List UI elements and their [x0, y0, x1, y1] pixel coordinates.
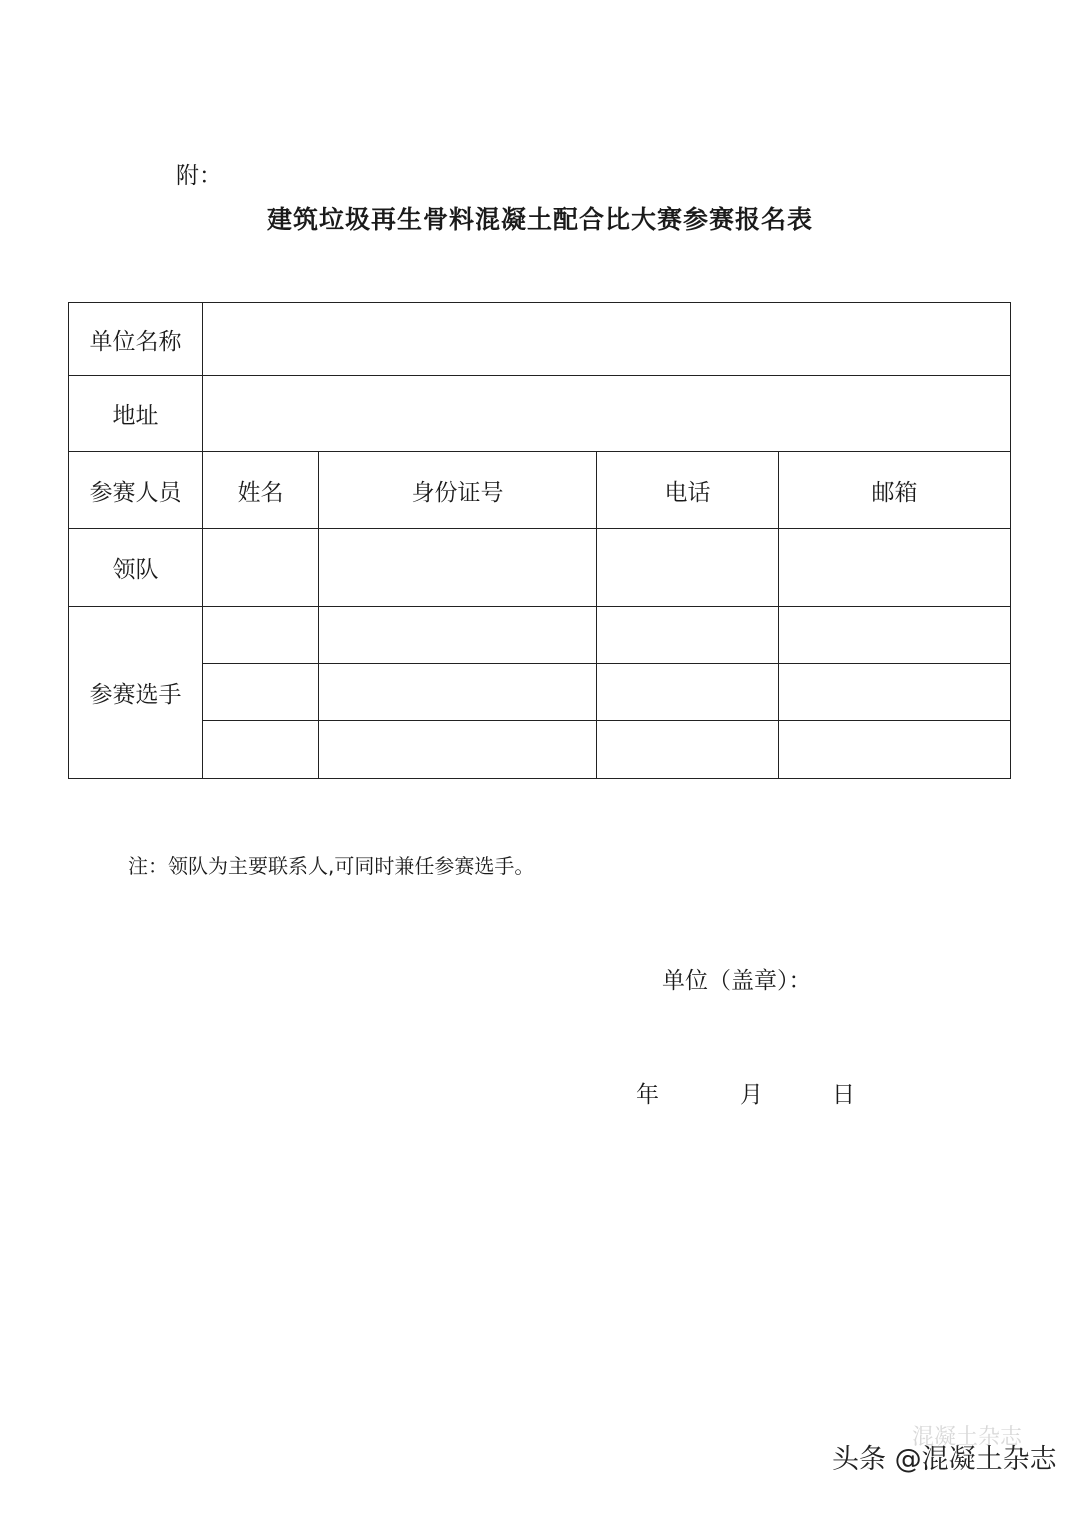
form-title: 建筑垃圾再生骨料混凝土配合比大赛参赛报名表	[266, 205, 813, 234]
address-label: 地址	[69, 376, 203, 452]
player-phone-field[interactable]	[597, 664, 779, 721]
leader-label: 领队	[69, 529, 203, 607]
col-id-header: 身份证号	[319, 452, 597, 529]
leader-row	[69, 529, 1011, 607]
player-id-field[interactable]	[319, 607, 597, 664]
player-name-field[interactable]	[203, 721, 319, 779]
col-email-header: 邮箱	[779, 452, 1011, 529]
player-email-field[interactable]	[779, 607, 1011, 664]
seal-label: 单位（盖章）：	[662, 968, 812, 994]
unit-name-field[interactable]	[203, 303, 1011, 376]
leader-id-field[interactable]	[319, 529, 597, 607]
date-day-label: 日	[832, 1082, 855, 1108]
player-name-field[interactable]	[203, 607, 319, 664]
player-id-field[interactable]	[319, 664, 597, 721]
player-name-field[interactable]	[203, 664, 319, 721]
watermark-main: 头条 @混凝土杂志	[832, 1444, 1057, 1475]
player-email-field[interactable]	[779, 664, 1011, 721]
col-name-header: 姓名	[203, 452, 319, 529]
leader-name-field[interactable]	[203, 529, 319, 607]
address-field[interactable]	[203, 376, 1011, 452]
player-phone-field[interactable]	[597, 607, 779, 664]
player-id-field[interactable]	[319, 721, 597, 779]
players-label: 参赛选手	[69, 607, 203, 779]
address-row	[69, 376, 1011, 452]
unit-name-row	[69, 303, 1011, 376]
col-phone-header: 电话	[597, 452, 779, 529]
header-row	[69, 452, 1011, 529]
participants-label: 参赛人员	[69, 452, 203, 529]
player-email-field[interactable]	[779, 721, 1011, 779]
leader-email-field[interactable]	[779, 529, 1011, 607]
player-row	[69, 721, 1011, 779]
player-row	[69, 664, 1011, 721]
player-row	[69, 607, 1011, 664]
leader-phone-field[interactable]	[597, 529, 779, 607]
attachment-label: 附：	[176, 163, 222, 189]
unit-name-label: 单位名称	[69, 303, 203, 376]
date-month-label: 月	[740, 1082, 763, 1108]
note-text: 注：领队为主要联系人,可同时兼任参赛选手。	[128, 854, 535, 878]
player-phone-field[interactable]	[597, 721, 779, 779]
watermark-faint: 混凝土杂志	[912, 1425, 1023, 1450]
date-year-label: 年	[636, 1082, 659, 1108]
registration-table	[68, 302, 1011, 779]
